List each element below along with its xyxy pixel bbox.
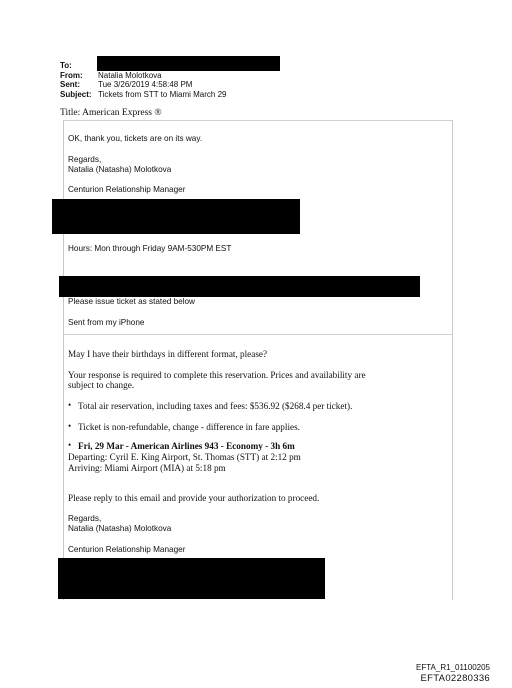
title-line: Title: American Express ® xyxy=(60,108,162,118)
msg3-arriving: Arriving: Miami Airport (MIA) at 5:18 pm xyxy=(68,463,226,473)
msg1-name: Natalia (Natasha) Molotkova xyxy=(68,165,172,174)
msg3-response-line1: Your response is required to complete this reservation. Prices and availability are xyxy=(68,370,366,380)
msg2-line2: Sent from my iPhone xyxy=(68,318,145,327)
sent-value: Tue 3/26/2019 4:58:48 PM xyxy=(98,80,193,89)
msg1-line1: OK, thank you, tickets are on its way. xyxy=(68,134,203,143)
from-row: From: Natalia Molotkova xyxy=(60,70,162,80)
msg3-departing: Departing: Cyril E. King Airport, St. Thomas (STT) at 2:12 pm xyxy=(68,452,301,462)
from-value: Natalia Molotkova xyxy=(98,70,162,80)
quote-border-left xyxy=(63,120,64,600)
bullet-icon: • xyxy=(68,421,72,431)
msg3-name: Natalia (Natasha) Molotkova xyxy=(68,524,172,533)
redaction-contact xyxy=(52,199,300,234)
msg1-hours: Hours: Mon through Friday 9AM-530PM EST xyxy=(68,244,232,253)
sent-row: Sent: Tue 3/26/2019 4:58:48 PM xyxy=(60,80,193,89)
msg3-response-line2: subject to change. xyxy=(68,380,135,390)
quote-border-right xyxy=(452,120,453,600)
msg1-regards: Regards, xyxy=(68,155,102,164)
msg3-question: May I have their birthdays in different format, please? xyxy=(68,349,268,359)
subject-value: Tickets from STT to Miami March 29 xyxy=(98,89,227,99)
redaction-to xyxy=(97,56,280,71)
bullet-icon: • xyxy=(68,400,72,410)
msg3-flight: Fri, 29 Mar - American Airlines 943 - Economy - 3h 6m xyxy=(78,441,295,451)
redaction-signature xyxy=(58,558,325,599)
msg3-reply: Please reply to this email and provide your authorization to proceed. xyxy=(68,493,320,503)
msg3-bullet-refund: Ticket is non-refundable, change - difference in fare applies. xyxy=(78,422,300,432)
msg1-role: Centurion Relationship Manager xyxy=(68,185,186,194)
msg3-bullet-total: Total air reservation, including taxes and fees: $536.92 ($268.4 per ticket). xyxy=(78,401,353,411)
to-row: To: xyxy=(60,61,72,70)
footer-id-1: EFTA_R1_01100205 xyxy=(416,663,490,672)
msg2-line1: Please issue ticket as stated below xyxy=(68,297,195,306)
redaction-sender xyxy=(59,276,420,297)
quote-separator xyxy=(63,334,453,335)
msg3-role: Centurion Relationship Manager xyxy=(68,545,186,554)
quote-border-top xyxy=(63,120,453,121)
subject-row: Subject: Tickets from STT to Miami March 29 xyxy=(60,89,227,99)
bullet-icon: • xyxy=(68,440,72,450)
msg3-regards: Regards, xyxy=(68,514,102,523)
footer-id-2: EFTA02280336 xyxy=(420,673,490,684)
